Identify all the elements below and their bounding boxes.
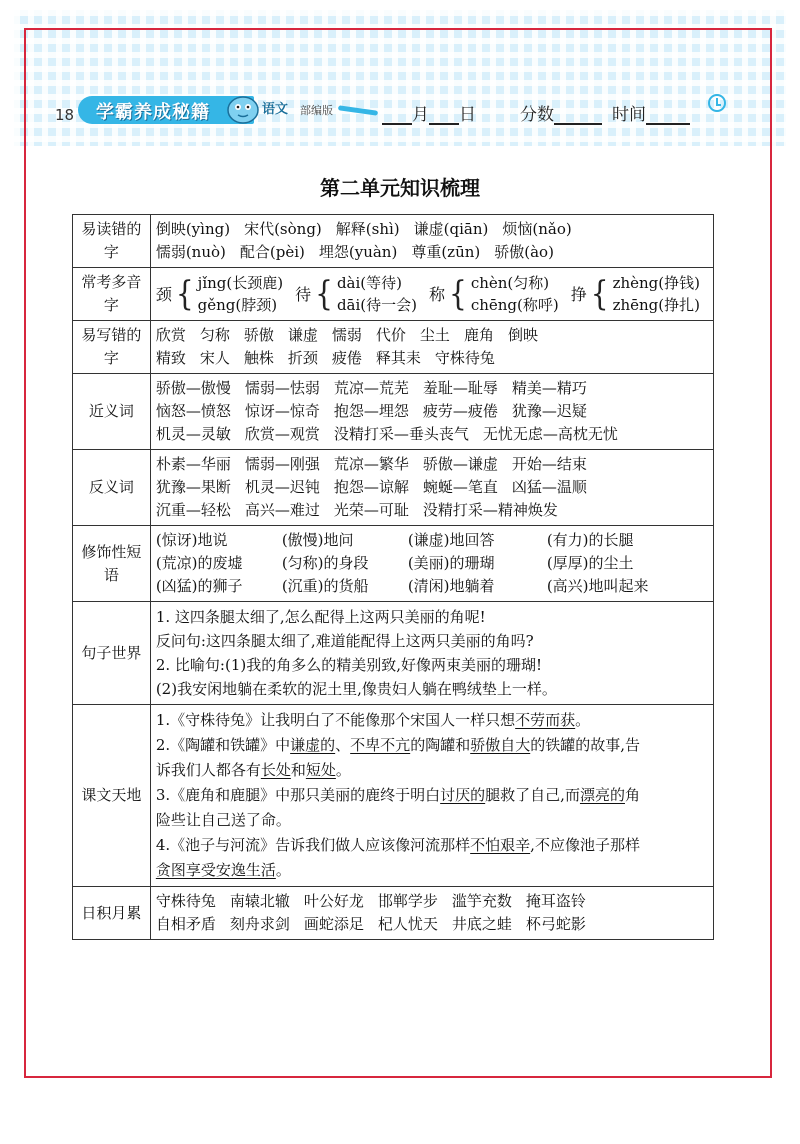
- word-item: 尘土: [419, 326, 450, 344]
- miswrite-content: [150, 321, 713, 374]
- word-item: 宋代(sòng): [244, 220, 322, 238]
- word-pair: 朴素—华丽: [155, 455, 231, 473]
- key-phrase: 讨厌的: [440, 786, 486, 804]
- word-pair: 荒凉—荒芜: [333, 379, 409, 397]
- list-item: [156, 575, 708, 598]
- list-item: [156, 499, 708, 522]
- list-item: [156, 400, 708, 423]
- word-pair: 懦弱—刚强: [244, 455, 320, 473]
- knowledge-table: [72, 214, 714, 940]
- word-pair: 蜿蜒—笔直: [422, 478, 498, 496]
- phrase: (傲慢)地问: [281, 531, 354, 549]
- phrase: (高兴)地叫起来: [546, 577, 649, 595]
- phrase: (有力)的长腿: [546, 531, 634, 549]
- word-pair: 光荣—可耻: [333, 501, 409, 519]
- key-phrase: 贪图享受安逸生活: [155, 861, 276, 879]
- list-item: [156, 272, 708, 316]
- idiom: 杞人忧天: [377, 915, 438, 933]
- polyphone-char: 称: [428, 284, 445, 304]
- key-phrase: 短处: [305, 761, 336, 779]
- word-pair: 恼怒—愤怒: [155, 402, 231, 420]
- table-row: [73, 602, 714, 705]
- subject-label: 语文: [262, 102, 289, 117]
- category-label: 易写错的字: [73, 321, 151, 374]
- reading: dài(等待): [336, 274, 402, 292]
- word-item: 骄傲(ào): [494, 243, 554, 261]
- reading: zhēng(挣扎): [612, 296, 700, 314]
- time-field: [612, 100, 690, 125]
- list-item: [156, 241, 708, 264]
- list-item: [156, 529, 708, 552]
- idiom: 自相矛盾: [155, 915, 216, 933]
- idioms-content: [150, 887, 713, 940]
- key-phrase: 不卑不亢: [350, 736, 411, 754]
- word-item: 尊重(zūn): [411, 243, 481, 261]
- polyphone-content: [150, 268, 713, 321]
- word-pair: 凶猛—温顺: [511, 478, 587, 496]
- list-item: [156, 913, 708, 936]
- key-phrase: 谦虚的: [290, 736, 336, 754]
- phrase: (清闲)地躺着: [407, 577, 495, 595]
- table-row: [73, 268, 714, 321]
- time-blank[interactable]: [646, 107, 690, 125]
- word-item: 烦恼(nǎo): [502, 220, 572, 238]
- key-phrase: 不怕艰辛: [470, 836, 531, 854]
- word-pair: 犹豫—果断: [155, 478, 231, 496]
- sentence-line: 2. 比喻句:(1)我的角多么的精美别致,好像两束美丽的珊瑚!: [155, 656, 543, 674]
- score-blank[interactable]: [554, 107, 602, 125]
- key-phrase: 骄傲自大: [470, 736, 531, 754]
- list-item: [156, 423, 708, 446]
- word-item: 释其耒: [375, 349, 421, 367]
- idiom: 滥竽充数: [451, 892, 512, 910]
- time-label: 时间: [612, 105, 646, 125]
- idiom: 画蛇添足: [303, 915, 364, 933]
- word-pair: 惊讶—惊奇: [244, 402, 320, 420]
- key-phrase: 不劳而获: [515, 711, 576, 729]
- word-item: 配合(pèi): [239, 243, 305, 261]
- word-item: 懦弱(nuò): [155, 243, 226, 261]
- page-number: 18: [55, 106, 75, 124]
- phrase: (荒凉)的废墟: [155, 554, 243, 572]
- word-item: 疲倦: [331, 349, 362, 367]
- idiom: 守株待兔: [155, 892, 216, 910]
- list-item: [156, 476, 708, 499]
- category-label: 反义词: [73, 450, 151, 526]
- word-pair: 荒凉—繁华: [333, 455, 409, 473]
- word-pair: 抱怨—谅解: [333, 478, 409, 496]
- table-row: [73, 526, 714, 602]
- brace-icon: {: [175, 273, 194, 314]
- word-pair: 骄傲—谦虚: [422, 455, 498, 473]
- word-item: 倒映(yìng): [155, 220, 231, 238]
- sentence-line: 反问句:这四条腿太细了,难道能配得上这两只美丽的角吗?: [155, 632, 534, 650]
- key-phrase: 长处: [260, 761, 291, 779]
- score-field: [520, 100, 602, 125]
- word-pair: 欣赏—观赏: [244, 425, 320, 443]
- table-row: [73, 705, 714, 887]
- month-label: 月: [412, 105, 429, 125]
- reading: chèn(匀称): [470, 274, 550, 292]
- brace-icon: {: [590, 273, 609, 314]
- mascot-icon: [222, 86, 264, 128]
- page-title: 第二单元知识梳理: [320, 176, 480, 200]
- category-label: 日积月累: [73, 887, 151, 940]
- word-pair: 无忧无虑—高枕无忧: [482, 425, 618, 443]
- idiom: 南辕北辙: [229, 892, 290, 910]
- word-pair: 懦弱—怯弱: [244, 379, 320, 397]
- category-label: 修饰性短语: [73, 526, 151, 602]
- word-item: 鹿角: [463, 326, 494, 344]
- category-label: 课文天地: [73, 705, 151, 887]
- reading: dāi(待一会): [336, 296, 417, 314]
- word-pair: 精美—精巧: [511, 379, 587, 397]
- antonyms-content: [150, 450, 713, 526]
- word-pair: 开始—结束: [511, 455, 587, 473]
- word-item: 骄傲: [243, 326, 274, 344]
- word-item: 谦虚: [287, 326, 318, 344]
- lesson-line: 贪图享受安逸生活。: [155, 861, 291, 879]
- word-pair: 羞耻—耻辱: [422, 379, 498, 397]
- idiom: 井底之蛙: [451, 915, 512, 933]
- phrase: (匀称)的身段: [281, 554, 369, 572]
- lesson-line: 4.《池子与河流》告诉我们做人应该像河流那样不怕艰辛,不应像池子那样: [155, 836, 640, 854]
- reading: chēng(称呼): [470, 296, 559, 314]
- key-phrase: 漂亮的: [579, 786, 625, 804]
- word-pair: 抱怨—埋怨: [333, 402, 409, 420]
- sentence-line: 1. 这四条腿太细了,怎么配得上这两只美丽的角呢!: [155, 608, 486, 626]
- category-label: 常考多音字: [73, 268, 151, 321]
- word-item: 谦虚(qiān): [413, 220, 489, 238]
- phrase: (惊讶)地说: [155, 531, 228, 549]
- list-item: [156, 453, 708, 476]
- lesson-line: 1.《守株待兔》让我明白了不能像那个宋国人一样只想不劳而获。: [155, 711, 591, 729]
- score-label: 分数: [520, 105, 554, 125]
- phrase: (美丽)的珊瑚: [407, 554, 495, 572]
- word-pair: 机灵—灵敏: [155, 425, 231, 443]
- lesson-line: 3.《鹿角和鹿腿》中那只美丽的鹿终于明白讨厌的腿救了自己,而漂亮的角: [155, 786, 640, 804]
- list-item: [156, 347, 708, 370]
- list-item: [156, 552, 708, 575]
- phrase: (沉重)的货船: [281, 577, 369, 595]
- misread-content: [150, 215, 713, 268]
- synonyms-content: [150, 374, 713, 450]
- word-item: 匀称: [199, 326, 230, 344]
- idiom: 邯郸学步: [377, 892, 438, 910]
- word-item: 折颈: [287, 349, 318, 367]
- word-item: 懦弱: [331, 326, 362, 344]
- word-item: 代价: [375, 326, 406, 344]
- polyphone-char: 待: [295, 284, 312, 304]
- brace-icon: {: [449, 273, 467, 314]
- list-item: [156, 218, 708, 241]
- category-label: 近义词: [73, 374, 151, 450]
- table-row: [73, 374, 714, 450]
- list-item: [156, 890, 708, 913]
- word-item: 倒映: [507, 326, 538, 344]
- idiom: 杯弓蛇影: [525, 915, 586, 933]
- category-label: 易读错的字: [73, 215, 151, 268]
- phrases-content: [150, 526, 713, 602]
- lesson-line: 诉我们人都各有长处和短处。: [155, 761, 351, 779]
- idiom: 叶公好龙: [303, 892, 364, 910]
- lessons-content: [150, 705, 713, 887]
- word-pair: 没精打采—精神焕发: [422, 501, 558, 519]
- reading: zhèng(挣钱): [612, 274, 700, 292]
- phrase: (厚厚)的尘土: [546, 554, 634, 572]
- idiom: 掩耳盗铃: [525, 892, 586, 910]
- word-pair: 沉重—轻松: [155, 501, 231, 519]
- reading: jǐng(长颈鹿): [197, 274, 284, 292]
- word-item: 埋怨(yuàn): [318, 243, 398, 261]
- clock-icon: [708, 94, 726, 112]
- idiom: 刻舟求剑: [229, 915, 290, 933]
- polyphone-char: 挣: [570, 284, 587, 304]
- month-blank[interactable]: [382, 107, 412, 125]
- table-row: [73, 887, 714, 940]
- brace-icon: {: [315, 273, 333, 314]
- word-item: 触株: [243, 349, 274, 367]
- phrase: (谦虚)地回答: [407, 531, 495, 549]
- phrase: (凶猛)的狮子: [155, 577, 243, 595]
- word-pair: 高兴—难过: [244, 501, 320, 519]
- word-item: 精致: [155, 349, 186, 367]
- lesson-line: 2.《陶罐和铁罐》中谦虚的、不卑不亢的陶罐和骄傲自大的铁罐的故事,告: [155, 736, 640, 754]
- category-label: 句子世界: [73, 602, 151, 705]
- table-row: [73, 321, 714, 374]
- word-item: 欣赏: [155, 326, 186, 344]
- word-item: 守株待兔: [434, 349, 495, 367]
- day-label: 日: [459, 105, 476, 125]
- edition-label: 部编版: [300, 104, 333, 117]
- word-pair: 没精打采—垂头丧气: [333, 425, 469, 443]
- word-item: 宋人: [199, 349, 230, 367]
- date-field: [382, 100, 476, 125]
- word-pair: 疲劳—疲倦: [422, 402, 498, 420]
- sentences-content: [150, 602, 713, 705]
- lesson-line: 险些让自己送了命。: [155, 811, 291, 829]
- word-pair: 骄傲—傲慢: [155, 379, 231, 397]
- brand-title: 学霸养成秘籍: [96, 102, 210, 123]
- reading: gěng(脖颈): [197, 296, 278, 314]
- table-row: [73, 450, 714, 526]
- list-item: [156, 377, 708, 400]
- polyphone-char: 颈: [155, 284, 172, 304]
- list-item: [156, 324, 708, 347]
- word-pair: 机灵—迟钝: [244, 478, 320, 496]
- word-pair: 犹豫—迟疑: [511, 402, 587, 420]
- day-blank[interactable]: [429, 107, 459, 125]
- table-row: [73, 215, 714, 268]
- sentence-line: (2)我安闲地躺在柔软的泥土里,像贵妇人躺在鸭绒垫上一样。: [155, 680, 557, 698]
- word-item: 解释(shì): [335, 220, 400, 238]
